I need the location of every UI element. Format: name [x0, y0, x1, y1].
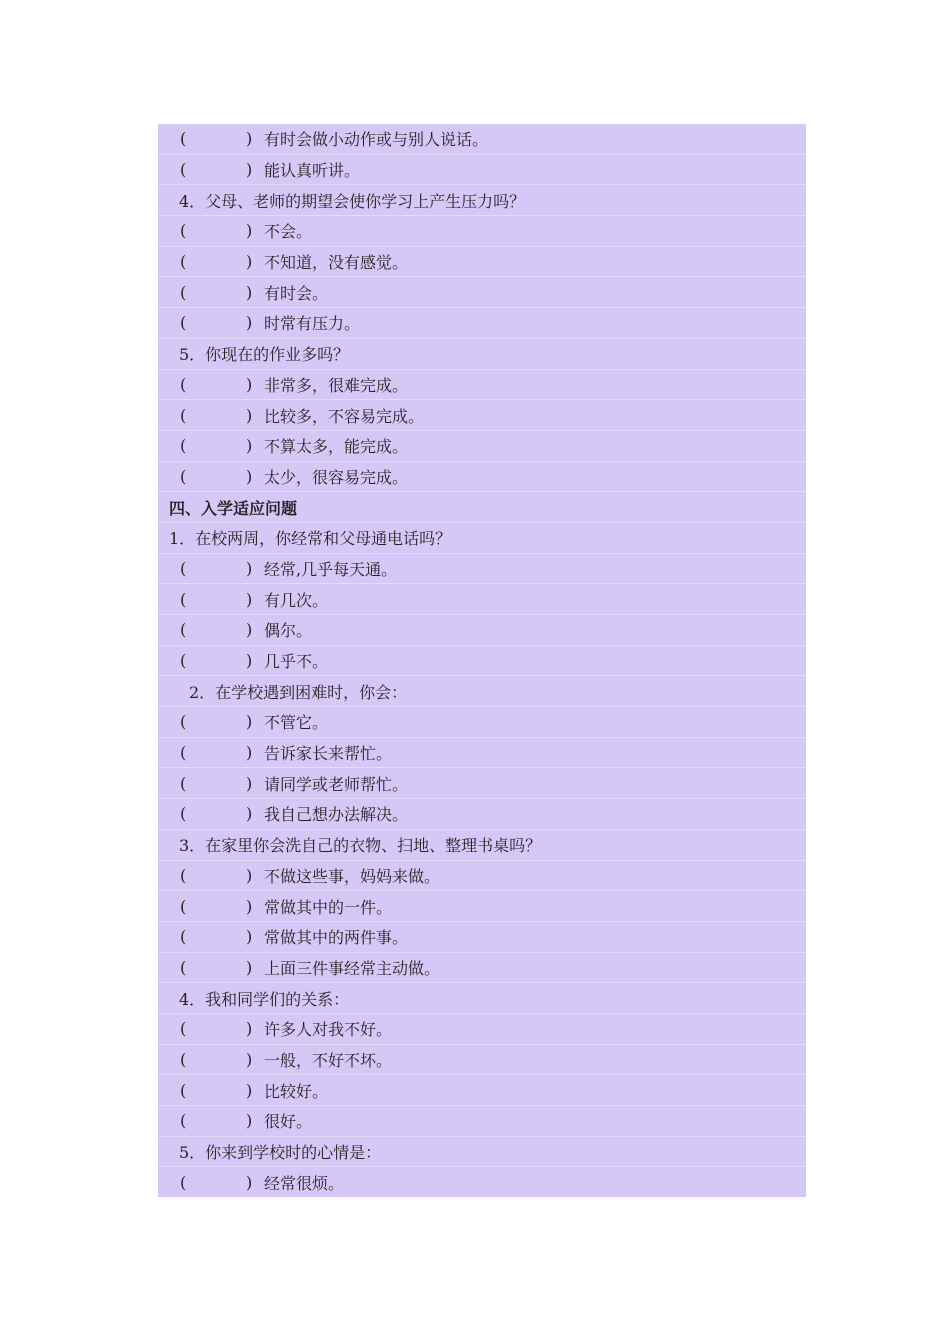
answer-blank-open: ( — [180, 466, 187, 486]
question-text: 4．父母、老师的期望会使你学习上产生压力吗？ — [158, 185, 806, 216]
answer-blank-open: ( — [180, 252, 187, 272]
answer-option — [158, 400, 806, 431]
answer-option-text: 不算太多，能完成。 — [264, 437, 409, 457]
answer-blank-open: ( — [180, 405, 187, 425]
answer-option-text: 我自己想办法解决。 — [264, 805, 409, 825]
question-text: 1．在校两周，你经常和父母通电话吗？ — [158, 523, 806, 554]
answer-blank-close: ) — [246, 712, 253, 732]
answer-option-text: 一般，不好不坏。 — [264, 1050, 393, 1070]
answer-option — [158, 1075, 806, 1106]
answer-option — [158, 124, 806, 155]
answer-blank-close: ) — [246, 589, 253, 609]
answer-blank-open: ( — [180, 865, 187, 885]
answer-option-text: 时常有压力。 — [264, 314, 361, 334]
answer-blank-open: ( — [180, 282, 187, 302]
answer-blank-close: ) — [246, 620, 253, 640]
answer-blank-close: ) — [246, 160, 253, 180]
answer-option-text: 许多人对我不好。 — [264, 1020, 393, 1040]
answer-option-text: 比较多，不容易完成。 — [264, 406, 425, 426]
answer-blank-close: ) — [246, 374, 253, 394]
answer-option — [158, 861, 806, 892]
questionnaire-sheet — [158, 124, 806, 1197]
question-text: 5．你来到学校时的心情是： — [158, 1137, 806, 1168]
answer-blank-open: ( — [180, 620, 187, 640]
answer-option — [158, 922, 806, 953]
answer-blank-open: ( — [180, 589, 187, 609]
answer-blank-open: ( — [180, 773, 187, 793]
answer-blank-close: ) — [246, 129, 253, 149]
answer-blank-open: ( — [180, 1080, 187, 1100]
answer-blank-close: ) — [246, 804, 253, 824]
answer-option — [158, 953, 806, 984]
section-heading: 四、入学适应问题 — [158, 492, 806, 523]
answer-blank-close: ) — [246, 1173, 253, 1193]
question-text: 3．在家里你会洗自己的衣物、扫地、整理书桌吗？ — [158, 830, 806, 861]
answer-blank-close: ) — [246, 282, 253, 302]
answer-option-text: 有时会做小动作或与别人说话。 — [264, 130, 489, 150]
answer-option — [158, 308, 806, 339]
answer-blank-close: ) — [246, 865, 253, 885]
answer-blank-close: ) — [246, 313, 253, 333]
answer-blank-close: ) — [246, 252, 253, 272]
answer-option — [158, 707, 806, 738]
answer-blank-open: ( — [180, 558, 187, 578]
answer-blank-open: ( — [180, 804, 187, 824]
answer-option-text: 不知道，没有感觉。 — [264, 253, 409, 273]
answer-option — [158, 768, 806, 799]
question-text: 2．在学校遇到困难时，你会： — [158, 676, 806, 707]
answer-option-text: 有时会。 — [264, 283, 329, 303]
answer-blank-open: ( — [180, 221, 187, 241]
answer-option — [158, 1045, 806, 1076]
answer-blank-close: ) — [246, 651, 253, 671]
answer-option — [158, 155, 806, 186]
answer-blank-open: ( — [180, 896, 187, 916]
answer-option-text: 很好。 — [264, 1112, 313, 1132]
answer-option — [158, 216, 806, 247]
answer-option — [158, 277, 806, 308]
answer-blank-close: ) — [246, 743, 253, 763]
answer-blank-open: ( — [180, 957, 187, 977]
answer-blank-open: ( — [180, 927, 187, 947]
answer-blank-close: ) — [246, 773, 253, 793]
answer-blank-open: ( — [180, 129, 187, 149]
answer-option — [158, 370, 806, 401]
answer-option — [158, 1014, 806, 1045]
answer-option-text: 不做这些事，妈妈来做。 — [264, 866, 441, 886]
answer-option-text: 请同学或老师帮忙。 — [264, 774, 409, 794]
answer-option — [158, 1167, 806, 1198]
answer-blank-open: ( — [180, 436, 187, 456]
answer-option-text: 经常,几乎每天通。 — [264, 559, 398, 579]
answer-blank-close: ) — [246, 221, 253, 241]
answer-option-text: 告诉家长来帮忙。 — [264, 744, 393, 764]
question-text: 4．我和同学们的关系： — [158, 983, 806, 1014]
answer-blank-open: ( — [180, 374, 187, 394]
answer-blank-open: ( — [180, 1019, 187, 1039]
answer-blank-close: ) — [246, 1049, 253, 1069]
answer-option-text: 上面三件事经常主动做。 — [264, 958, 441, 978]
answer-option — [158, 431, 806, 462]
answer-option-text: 几乎不。 — [264, 652, 329, 672]
answer-option — [158, 554, 806, 585]
answer-option-text: 偶尔。 — [264, 621, 313, 641]
answer-blank-close: ) — [246, 466, 253, 486]
answer-option — [158, 247, 806, 278]
answer-option-text: 经常很烦。 — [264, 1174, 345, 1194]
answer-option — [158, 584, 806, 615]
answer-blank-open: ( — [180, 712, 187, 732]
answer-option — [158, 615, 806, 646]
answer-option-text: 不会。 — [264, 222, 313, 242]
answer-blank-close: ) — [246, 436, 253, 456]
answer-blank-open: ( — [180, 1049, 187, 1069]
answer-blank-open: ( — [180, 160, 187, 180]
answer-option-text: 太少，很容易完成。 — [264, 467, 409, 487]
answer-blank-open: ( — [180, 1111, 187, 1131]
question-text: 5．你现在的作业多吗？ — [158, 339, 806, 370]
answer-blank-close: ) — [246, 927, 253, 947]
answer-option-text: 能认真听讲。 — [264, 161, 361, 181]
answer-blank-close: ) — [246, 1080, 253, 1100]
answer-blank-close: ) — [246, 1111, 253, 1131]
answer-option-text: 常做其中的两件事。 — [264, 928, 409, 948]
answer-option-text: 非常多，很难完成。 — [264, 375, 409, 395]
answer-blank-close: ) — [246, 957, 253, 977]
answer-option — [158, 799, 806, 830]
answer-blank-close: ) — [246, 1019, 253, 1039]
answer-blank-open: ( — [180, 313, 187, 333]
answer-blank-open: ( — [180, 743, 187, 763]
answer-blank-open: ( — [180, 1173, 187, 1193]
answer-option — [158, 1106, 806, 1137]
answer-option-text: 常做其中的一件。 — [264, 897, 393, 917]
answer-blank-open: ( — [180, 651, 187, 671]
answer-blank-close: ) — [246, 405, 253, 425]
answer-option — [158, 738, 806, 769]
answer-option-text: 比较好。 — [264, 1081, 329, 1101]
answer-blank-close: ) — [246, 896, 253, 916]
answer-option — [158, 646, 806, 677]
answer-option-text: 不管它。 — [264, 713, 329, 733]
answer-option — [158, 891, 806, 922]
answer-option-text: 有几次。 — [264, 590, 329, 610]
answer-blank-close: ) — [246, 558, 253, 578]
answer-option — [158, 462, 806, 493]
